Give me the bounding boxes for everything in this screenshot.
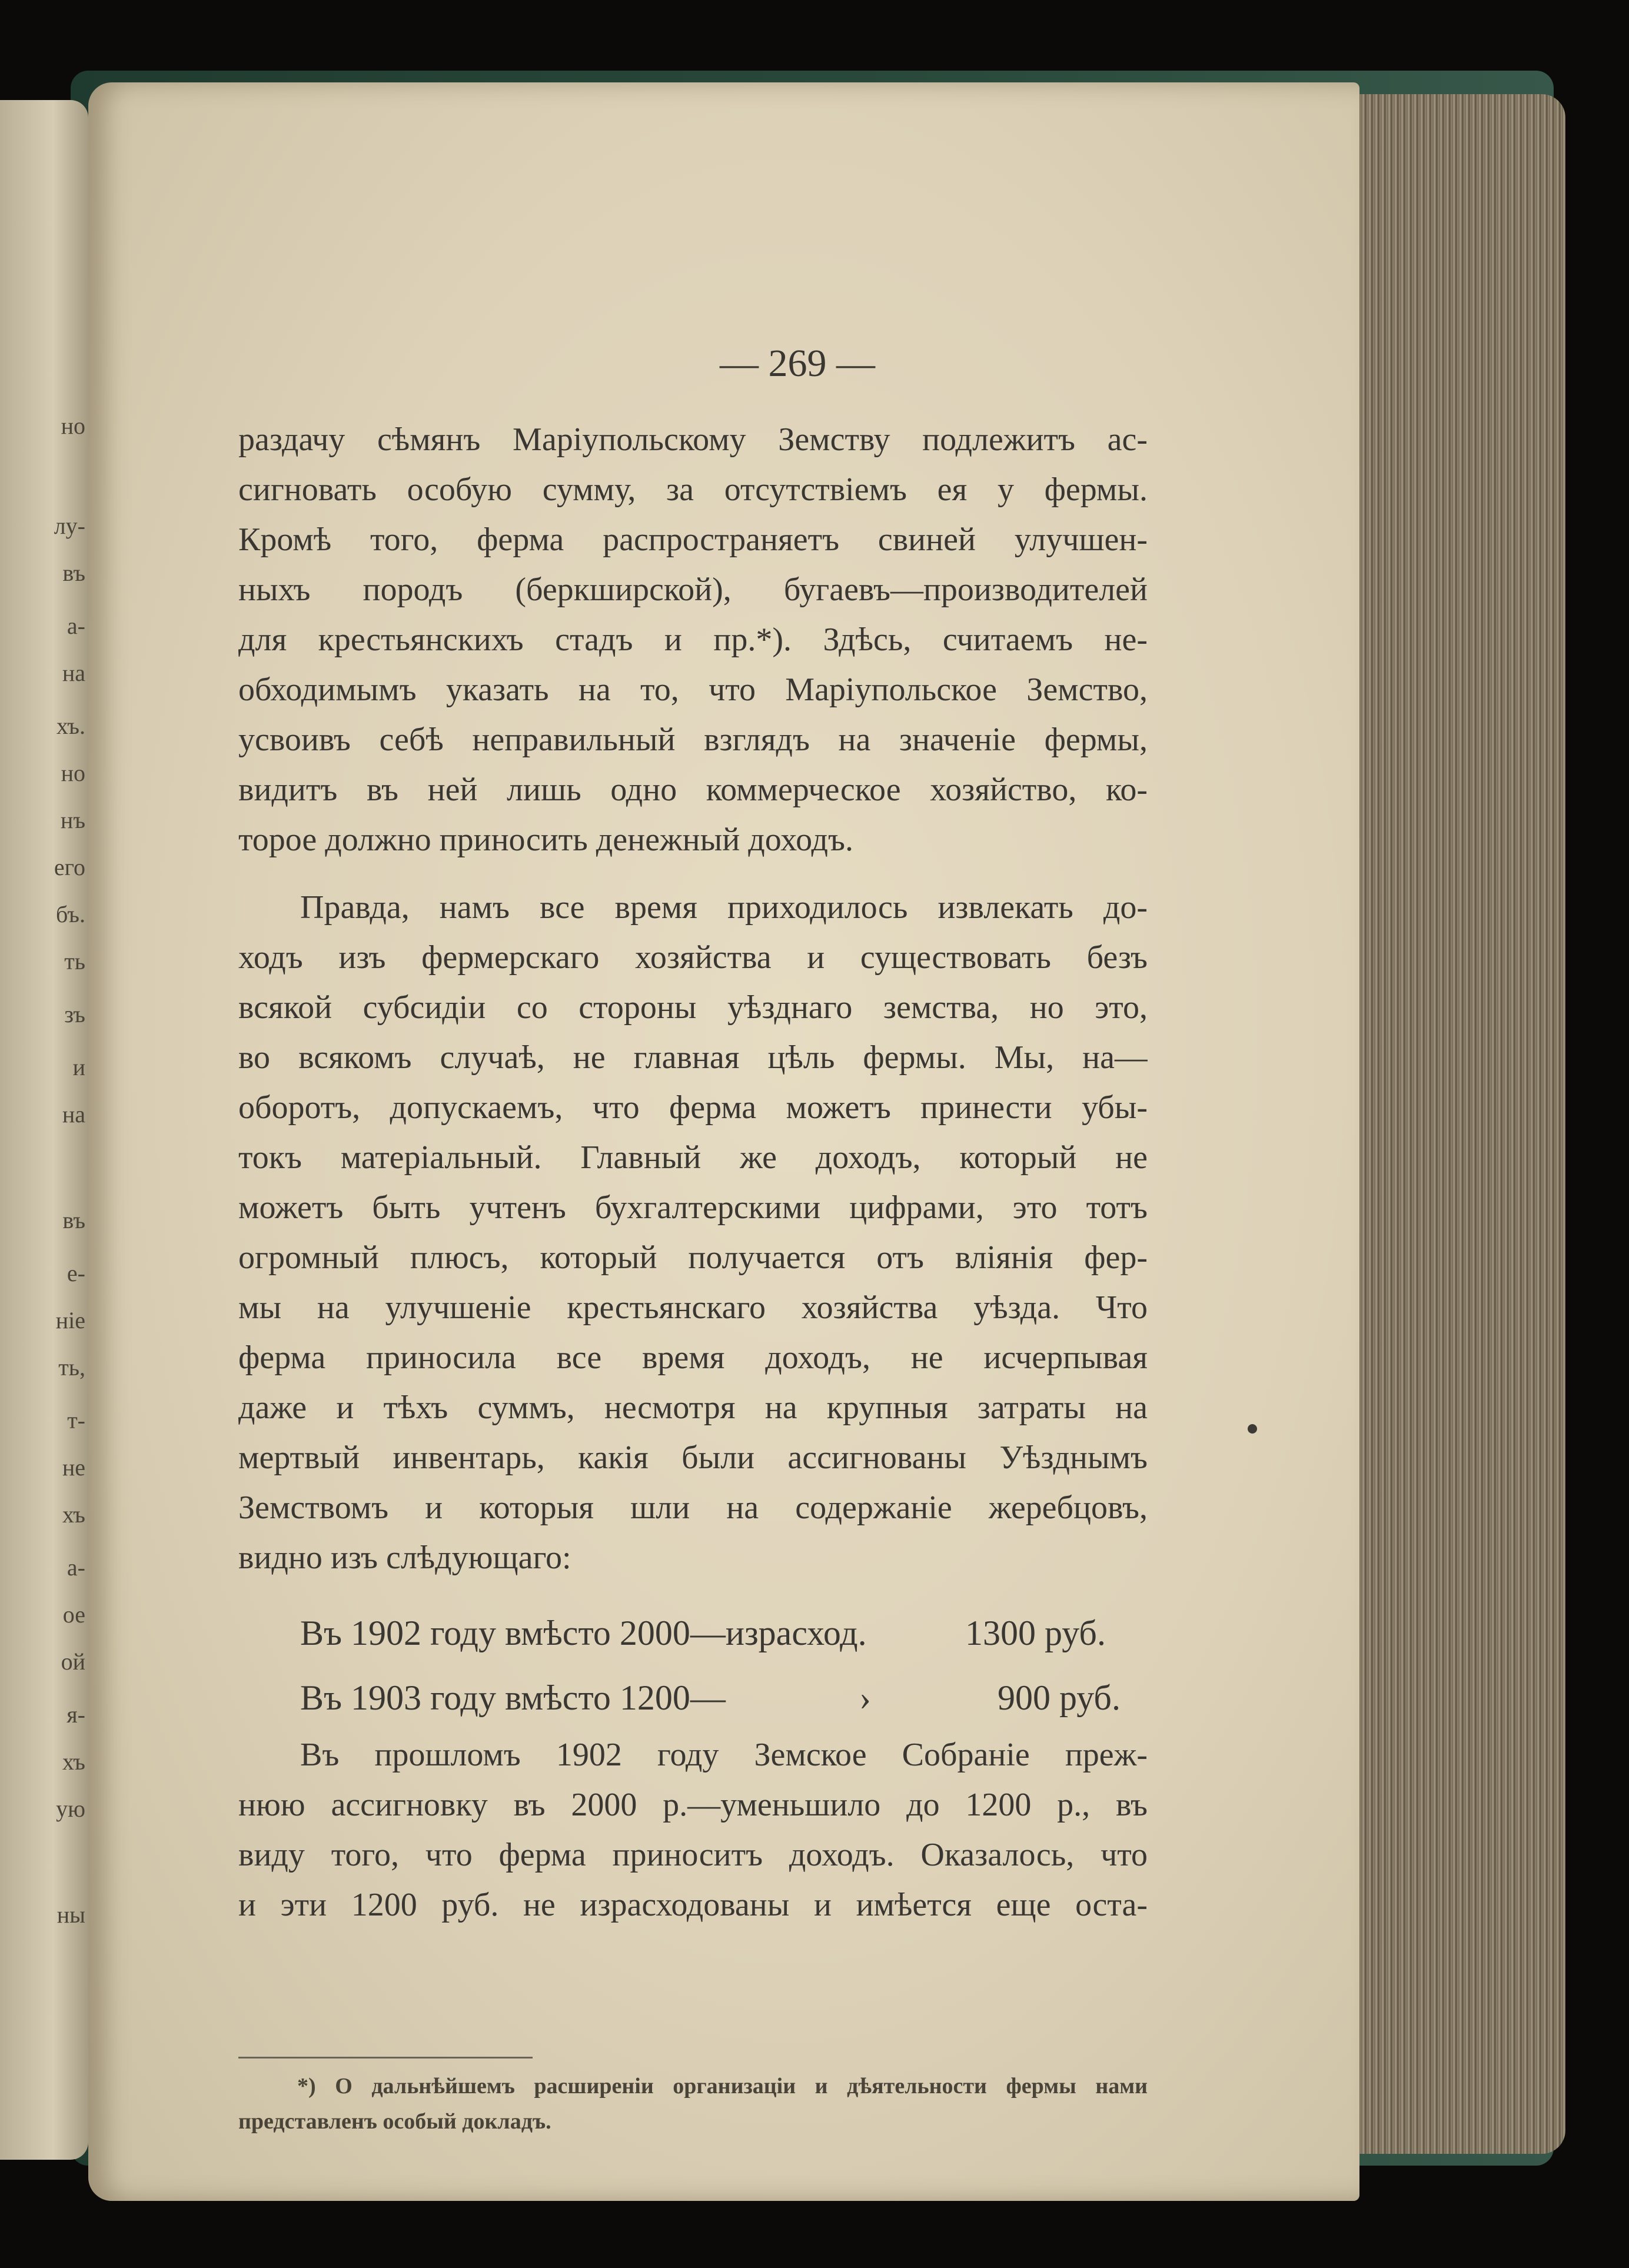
text-line: ходъ изъ фермерскаго хозяйства и существовать безъ: [238, 939, 1148, 976]
paragraph-2: [238, 883, 1148, 1583]
paragraph-3: [238, 1730, 1148, 1930]
left-page-fragment: его: [54, 854, 85, 880]
text-line: Земствомъ и которыя шли на содержаніе жеребцовъ,: [238, 1489, 1148, 1526]
text-line: огромный плюсъ, который получается отъ вліянія фер-: [238, 1239, 1148, 1276]
left-page-fragment: хъ.: [56, 713, 85, 739]
left-page-fragment: ое: [62, 1601, 85, 1628]
book-page: [88, 82, 1359, 2201]
text-line: видно изъ слѣдующаго:: [238, 1539, 571, 1576]
text-line: Правда, намъ все время приходилось извлекать до-: [300, 889, 1148, 926]
left-page-fragment: нъ: [60, 807, 85, 833]
expense-table: [238, 1601, 1148, 1730]
left-page-fragment: я-: [67, 1701, 85, 1728]
text-line: сигновать особую сумму, за отсутствіемъ ея у фермы.: [238, 471, 1148, 508]
text-line: Кромѣ того, ферма распространяетъ свиней улучшен-: [238, 521, 1148, 558]
left-page-fragment: хъ: [62, 1501, 85, 1528]
text-line: торое должно приносить денежный доходъ.: [238, 822, 853, 858]
left-page-fragment: зъ: [64, 1001, 85, 1027]
left-page-fragment: въ: [62, 560, 85, 586]
text-line: обходимымъ указать на то, что Маріупольское Земство,: [238, 671, 1148, 708]
text-line: всякой субсидіи со стороны уѣзднаго земства, но это,: [238, 989, 1148, 1026]
left-page-fragment: на: [62, 1101, 85, 1128]
footnote: [238, 2069, 1148, 2139]
text-line: токъ матеріальный. Главный же доходъ, который не: [238, 1139, 1148, 1176]
footnote-rule: [238, 2057, 533, 2059]
table-row: [238, 1665, 1148, 1730]
table-row-label: Въ 1902 году вмѣсто 2000—израсход.: [300, 1614, 867, 1652]
paragraph-1: [238, 415, 1148, 865]
text-line: ферма приносила все время доходъ, не исчерпывая: [238, 1339, 1148, 1376]
text-line: мертвый инвентарь, какія были ассигнованы Уѣзднымъ: [238, 1439, 1148, 1476]
text-line: даже и тѣхъ суммъ, несмотря на крупныя затраты на: [238, 1389, 1148, 1426]
left-page-fragment: бъ.: [55, 901, 85, 927]
table-row-amount: 900 руб.: [998, 1678, 1121, 1717]
left-page-fragment: въ: [62, 1207, 85, 1233]
left-page-fragment: хъ: [62, 1748, 85, 1775]
table-row-amount: 1300 руб.: [965, 1614, 1106, 1652]
left-page-fragment: е-: [67, 1260, 85, 1286]
left-page-fragment: ой: [61, 1648, 85, 1675]
table-row-ditto: ›: [859, 1678, 871, 1717]
text-line: видитъ въ ней лишь одно коммерческое хозяйство, ко-: [238, 771, 1148, 808]
left-page-fragment: но: [61, 760, 85, 786]
text-line: для крестьянскихъ стадъ и пр.*). Здѣсь, считаемъ не-: [238, 621, 1148, 658]
left-page-fragment: т-: [67, 1407, 85, 1434]
left-page-fragment: а-: [67, 1554, 85, 1581]
text-line: усвоивъ себѣ неправильный взглядъ на значеніе фермы,: [238, 721, 1148, 758]
text-line: оборотъ, допускаемъ, что ферма можетъ принести убы-: [238, 1089, 1148, 1126]
left-page-fragment: лу-: [54, 513, 85, 539]
page-fore-edge: [1342, 94, 1565, 2154]
footnote-line: представленъ особый докладъ.: [238, 2109, 551, 2134]
text-line: мы на улучшеніе крестьянскаго хозяйства уѣзда. Что: [238, 1289, 1148, 1326]
table-row-label: Въ 1903 году вмѣсто 1200—: [300, 1678, 726, 1717]
footnote-line: *) О дальнѣйшемъ расширеніи организаціи и дѣятельности фермы нами: [297, 2074, 1148, 2099]
table-row: [238, 1601, 1148, 1665]
left-page-fragment: и: [72, 1054, 85, 1080]
text-line: ныхъ породъ (беркширской), бугаевъ—производителей: [238, 571, 1148, 608]
left-page-fragment: ны: [56, 1901, 85, 1928]
text-line: виду того, что ферма приноситъ доходъ. Оказалось, что: [238, 1837, 1148, 1873]
page-body: [238, 415, 1148, 1930]
text-line: во всякомъ случаѣ, не главная цѣль фермы. Мы, на—: [238, 1039, 1148, 1076]
text-line: Въ прошломъ 1902 году Земское Собраніе преж-: [300, 1737, 1148, 1773]
left-page-fragment: ніе: [55, 1307, 85, 1333]
page-number: — 269 —: [720, 342, 875, 385]
left-page-fragment: ть,: [58, 1354, 85, 1381]
left-page-fragment: но: [61, 413, 85, 439]
left-page-fragment: а-: [67, 613, 85, 639]
text-line: можетъ быть учтенъ бухгалтерскими цифрами, это тотъ: [238, 1189, 1148, 1226]
text-line: и эти 1200 руб. не израсходованы и имѣется еще оста-: [238, 1887, 1148, 1923]
left-page-fragment: на: [62, 660, 85, 686]
ink-spot: [1248, 1424, 1257, 1434]
text-line: нюю ассигновку въ 2000 р.—уменьшило до 1200 р., въ: [238, 1787, 1148, 1823]
left-page-fragment: ть: [64, 948, 85, 975]
left-page-fragment: не: [62, 1454, 85, 1481]
left-page-fragment: ую: [56, 1795, 85, 1822]
left-facing-page: [0, 100, 88, 2160]
text-line: раздачу сѣмянъ Маріупольскому Земству подлежитъ ас-: [238, 421, 1148, 458]
